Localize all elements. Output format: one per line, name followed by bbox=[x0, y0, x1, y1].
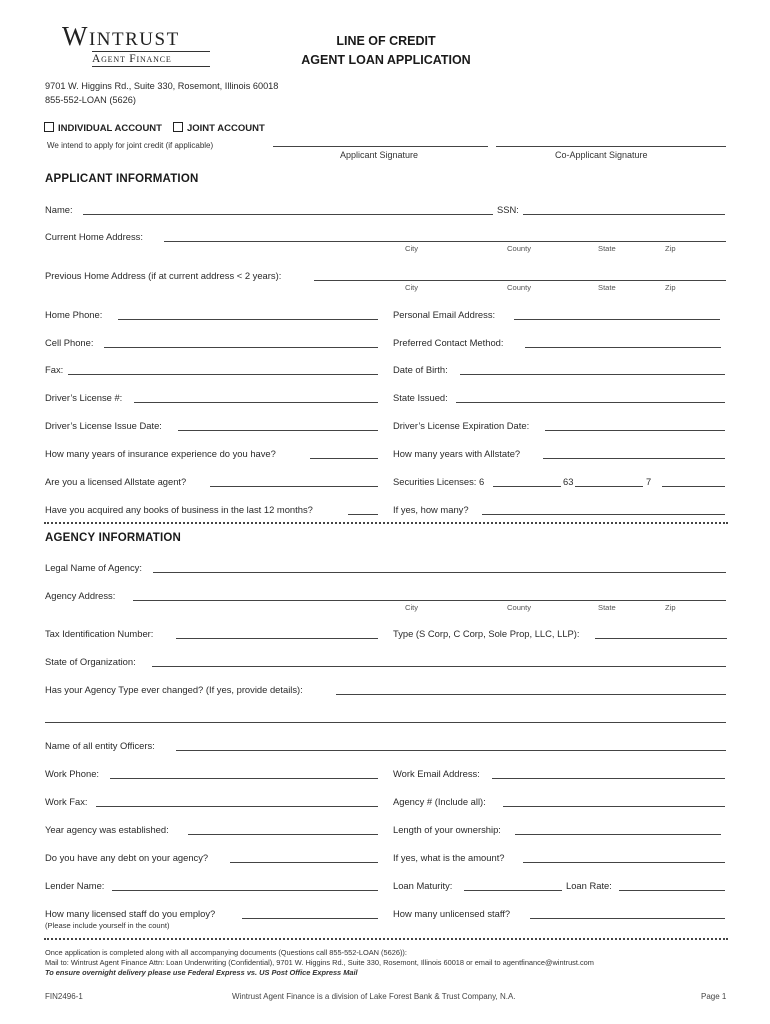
joint-account-option[interactable] bbox=[173, 122, 265, 134]
joint-account-checkbox[interactable] bbox=[173, 122, 183, 132]
license-number-field[interactable] bbox=[134, 402, 378, 403]
type-changed-label: Has your Agency Type ever changed? (If yes, provide details): bbox=[45, 684, 303, 695]
current-address-field[interactable] bbox=[164, 241, 726, 242]
work-fax-field[interactable] bbox=[96, 806, 378, 807]
allstate-years-label: How many years with Allstate? bbox=[393, 448, 521, 459]
current-state-label: State bbox=[598, 244, 616, 253]
footer-divider bbox=[44, 938, 728, 940]
license-exp-field[interactable] bbox=[545, 430, 725, 431]
work-fax-label: Work Fax: bbox=[45, 796, 88, 807]
agency-type-field[interactable] bbox=[595, 638, 727, 639]
division-note: Wintrust Agent Finance is a division of Lake Forest Bank & Trust Company, N.A. bbox=[232, 992, 516, 1001]
agency-city-label: City bbox=[405, 603, 419, 612]
previous-city-label: City bbox=[405, 283, 419, 292]
title-line-1: LINE OF CREDIT bbox=[336, 34, 436, 48]
personal-email-label: Personal Email Address: bbox=[393, 309, 496, 320]
current-zip-label: Zip bbox=[665, 244, 676, 253]
previous-address-label: Previous Home Address (if at current address < 2 years): bbox=[45, 270, 282, 281]
year-established-label: Year agency was established: bbox=[45, 824, 169, 835]
ownership-length-field[interactable] bbox=[515, 834, 721, 835]
tax-id-label: Tax Identification Number: bbox=[45, 628, 154, 639]
personal-email-field[interactable] bbox=[514, 319, 720, 320]
agency-number-field[interactable] bbox=[503, 806, 725, 807]
securities-6-field[interactable] bbox=[493, 486, 561, 487]
agency-number-label: Agency # (Include all): bbox=[393, 796, 486, 807]
agency-address-label: Agency Address: bbox=[45, 590, 116, 601]
securities-label: Securities Licenses: 6 bbox=[393, 476, 485, 487]
brand-wordmark: Wintrust bbox=[62, 21, 180, 51]
books-count-field[interactable] bbox=[482, 514, 725, 515]
licensed-staff-label: How many licensed staff do you employ? bbox=[45, 908, 216, 919]
applicant-signature-line[interactable] bbox=[273, 146, 488, 147]
debt-amount-label: If yes, what is the amount? bbox=[393, 852, 505, 863]
unlicensed-staff-label: How many unlicensed staff? bbox=[393, 908, 511, 919]
lender-label: Lender Name: bbox=[45, 880, 105, 891]
license-issue-field[interactable] bbox=[178, 430, 378, 431]
type-changed-field[interactable] bbox=[336, 694, 726, 695]
debt-amount-field[interactable] bbox=[523, 862, 725, 863]
brand-subtitle: Agent Finance bbox=[92, 53, 172, 65]
loan-rate-label: Loan Rate: bbox=[566, 880, 612, 891]
preferred-contact-label: Preferred Contact Method: bbox=[393, 337, 504, 348]
licensed-agent-field[interactable] bbox=[210, 486, 378, 487]
securities-7-label: 7 bbox=[646, 476, 652, 487]
cell-phone-field[interactable] bbox=[104, 347, 378, 348]
legal-name-label: Legal Name of Agency: bbox=[45, 562, 142, 573]
agency-address-field[interactable] bbox=[133, 600, 726, 601]
ssn-label: SSN: bbox=[497, 204, 519, 215]
individual-account-option[interactable] bbox=[44, 122, 162, 134]
dob-field[interactable] bbox=[460, 374, 725, 375]
delivery-note: To ensure overnight delivery please use Federal Express vs. US Post Office Express Mail bbox=[45, 968, 358, 977]
unlicensed-staff-field[interactable] bbox=[530, 918, 725, 919]
agency-state-label: State bbox=[598, 603, 616, 612]
insurance-years-label: How many years of insurance experience do you have? bbox=[45, 448, 276, 459]
current-address-label: Current Home Address: bbox=[45, 231, 143, 242]
previous-address-field[interactable] bbox=[314, 280, 726, 281]
individual-account-label: INDIVIDUAL ACCOUNT bbox=[58, 123, 162, 134]
company-phone: 855-552-LOAN (5626) bbox=[45, 95, 136, 105]
type-changed-field-2[interactable] bbox=[45, 722, 726, 723]
section-divider bbox=[44, 522, 728, 524]
loan-maturity-field[interactable] bbox=[464, 890, 562, 891]
year-established-field[interactable] bbox=[188, 834, 378, 835]
loan-rate-field[interactable] bbox=[619, 890, 725, 891]
licensed-staff-field[interactable] bbox=[242, 918, 378, 919]
name-label: Name: bbox=[45, 204, 73, 215]
work-phone-label: Work Phone: bbox=[45, 768, 100, 779]
debt-label: Do you have any debt on your agency? bbox=[45, 852, 209, 863]
state-org-label: State of Organization: bbox=[45, 656, 136, 667]
joint-credit-note: We intend to apply for joint credit (if applicable) bbox=[47, 141, 214, 150]
agency-county-label: County bbox=[507, 603, 532, 612]
insurance-years-field[interactable] bbox=[310, 458, 378, 459]
home-phone-field[interactable] bbox=[118, 319, 378, 320]
work-email-field[interactable] bbox=[492, 778, 725, 779]
ownership-length-label: Length of your ownership: bbox=[393, 824, 501, 835]
officers-field[interactable] bbox=[176, 750, 726, 751]
legal-name-field[interactable] bbox=[153, 572, 726, 573]
books-count-label: If yes, how many? bbox=[393, 504, 469, 515]
work-email-label: Work Email Address: bbox=[393, 768, 480, 779]
cell-phone-label: Cell Phone: bbox=[45, 337, 94, 348]
previous-state-label: State bbox=[598, 283, 616, 292]
submission-note: Once application is completed along with all accompanying documents (Questions call 855-552-LOAN (5626)): bbox=[45, 948, 407, 957]
previous-county-label: County bbox=[507, 283, 532, 292]
joint-account-label: JOINT ACCOUNT bbox=[187, 123, 265, 134]
individual-account-checkbox[interactable] bbox=[44, 122, 54, 132]
preferred-contact-field[interactable] bbox=[525, 347, 721, 348]
applicant-section-heading: APPLICANT INFORMATION bbox=[45, 173, 199, 185]
state-issued-field[interactable] bbox=[456, 402, 725, 403]
dob-label: Date of Birth: bbox=[393, 364, 448, 375]
allstate-years-field[interactable] bbox=[543, 458, 725, 459]
acquired-books-label: Have you acquired any books of business in the last 12 months? bbox=[45, 504, 313, 515]
staff-note: (Please include yourself in the count) bbox=[45, 921, 170, 930]
loan-maturity-label: Loan Maturity: bbox=[393, 880, 453, 891]
coapplicant-signature-line[interactable] bbox=[496, 146, 726, 147]
securities-63-label: 63 bbox=[563, 476, 574, 487]
company-address: 9701 W. Higgins Rd., Suite 330, Rosemont, Illinois 60018 bbox=[45, 81, 279, 91]
agency-zip-label: Zip bbox=[665, 603, 676, 612]
applicant-signature-label: Applicant Signature bbox=[340, 150, 419, 160]
form-number: FIN2496-1 bbox=[45, 992, 83, 1001]
mailing-instructions: Mail to: Wintrust Agent Finance Attn: Loan Underwriting (Confidential), 9701 W. Higgins Rd., Suite 330, Rosemont, Illinois 60018 or email to agentfinance@wintrust.com bbox=[45, 958, 594, 967]
current-city-label: City bbox=[405, 244, 419, 253]
fax-field[interactable] bbox=[68, 374, 378, 375]
ssn-field[interactable] bbox=[523, 214, 725, 215]
coapplicant-signature-label: Co-Applicant Signature bbox=[555, 150, 648, 160]
page-number: Page 1 bbox=[701, 992, 727, 1001]
licensed-agent-label: Are you a licensed Allstate agent? bbox=[45, 476, 187, 487]
previous-zip-label: Zip bbox=[665, 283, 676, 292]
brand-rule-bottom bbox=[92, 66, 210, 67]
license-issue-label: Driver’s License Issue Date: bbox=[45, 420, 162, 431]
fax-label: Fax: bbox=[45, 364, 64, 375]
officers-label: Name of all entity Officers: bbox=[45, 740, 155, 751]
work-phone-field[interactable] bbox=[110, 778, 378, 779]
state-issued-label: State Issued: bbox=[393, 392, 448, 403]
current-county-label: County bbox=[507, 244, 532, 253]
home-phone-label: Home Phone: bbox=[45, 309, 103, 320]
form-title bbox=[270, 32, 502, 70]
brand-logo bbox=[62, 22, 212, 67]
agency-section-heading: AGENCY INFORMATION bbox=[45, 532, 182, 544]
securities-7-field[interactable] bbox=[662, 486, 725, 487]
license-number-label: Driver’s License #: bbox=[45, 392, 123, 403]
state-org-field[interactable] bbox=[152, 666, 726, 667]
name-field[interactable] bbox=[83, 214, 493, 215]
securities-63-field[interactable] bbox=[575, 486, 643, 487]
debt-field[interactable] bbox=[230, 862, 378, 863]
title-line-2: AGENT LOAN APPLICATION bbox=[301, 53, 471, 67]
lender-field[interactable] bbox=[112, 890, 378, 891]
agency-type-label: Type (S Corp, C Corp, Sole Prop, LLC, LLP): bbox=[393, 628, 580, 639]
acquired-books-field[interactable] bbox=[348, 514, 378, 515]
tax-id-field[interactable] bbox=[176, 638, 378, 639]
license-exp-label: Driver’s License Expiration Date: bbox=[393, 420, 530, 431]
